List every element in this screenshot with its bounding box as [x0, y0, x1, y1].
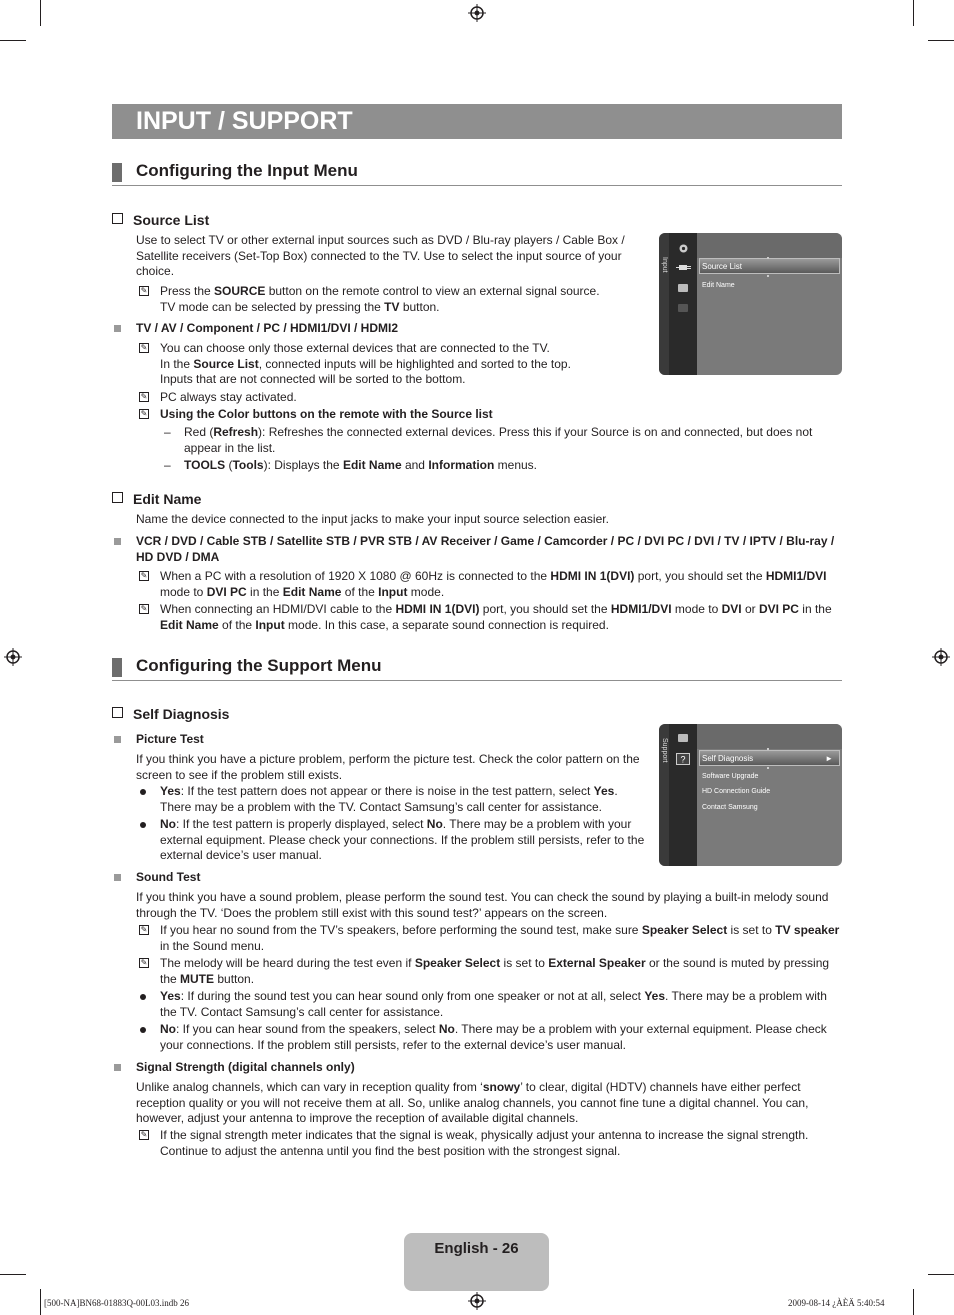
note-icon: ✎ — [140, 958, 148, 967]
square-bullet-icon — [114, 736, 121, 743]
section-title: Configuring the Support Menu — [136, 656, 382, 675]
dash-item-tools: – TOOLS (Tools): Displays the Edit Name and Information menus. — [164, 458, 538, 472]
sound-test-no: No: If you can hear sound from the speakers, select No. There may be a problem with your external equipment. Please check your connections. If the problem still persists, refer to the external device’s user manual. — [136, 1022, 842, 1053]
edit-name-list-item: VCR / DVD / Cable STB / Satellite STB / PVR STB / AV Receiver / Game / Camcorder / PC / DVI PC / DVI / TV / IPTV / Blu-ray / HD DVD / DMA — [114, 534, 842, 565]
svg-text:?: ? — [680, 754, 686, 765]
support-menu-icon — [678, 304, 688, 312]
crop-mark — [928, 40, 954, 41]
channel-menu-icon — [678, 734, 688, 742]
picture-test-yes: Yes: If the test pattern does not appear or there is noise in the test pattern, select Yes. There may be a problem with the TV. Contact Samsung’s call center for assistance. — [136, 784, 646, 815]
registration-mark-icon — [468, 4, 486, 22]
note-icon: ✎ — [140, 286, 148, 295]
checkbox-icon — [112, 492, 123, 503]
osd-menu-item: Edit Name — [702, 282, 735, 289]
note-melody: ✎ The melody will be heard during the test even if Speaker Select is set to External Speaker or the sound is muted by pressing the MUTE button. — [140, 956, 830, 986]
support-menu-screenshot — [659, 724, 842, 866]
signal-strength-description: Unlike analog channels, which can vary in reception quality from ‘snowy’ to clear, digital (HDTV) channels have either perfect reception quality or you will not receive them at all. So, unlike analog channels, you cannot fine tune a digital channel. You can, however, adjust your antenna to improve the reception of available digital channels. — [136, 1080, 809, 1125]
bullet-icon — [140, 789, 146, 795]
square-bullet-icon — [114, 1064, 121, 1071]
note-icon: ✎ — [140, 343, 148, 352]
osd-side-label: Support — [661, 738, 668, 763]
print-slug-right: 2009-08-14 ¿ÀÈÄ 5:40:54 — [788, 1298, 885, 1308]
square-bullet-icon — [114, 325, 121, 332]
note-signal-weak: ✎ If the signal strength meter indicates that the signal is weak, physically adjust your antenna to increase the signal strength. Continue to adjust the antenna until you find the best position with the strongest signal. — [140, 1128, 809, 1158]
osd-top-band — [697, 233, 842, 258]
help-question-icon — [676, 753, 690, 765]
osd-side-label: Input — [661, 257, 668, 273]
note-icon: ✎ — [140, 604, 148, 613]
note-pc-active: ✎ PC always stay activated. — [140, 390, 297, 404]
dash-item-refresh: – Red (Refresh): Refreshes the connected external devices. Press this if your Source is on and connected, but does not appear in the list. — [164, 425, 813, 455]
bullet-icon — [140, 1027, 146, 1033]
crop-mark — [928, 1274, 954, 1275]
checkbox-icon — [112, 707, 123, 718]
sound-test-description: If you think you have a sound problem, please perform the sound test. You can check the sound by playing a built-in melody sound through the TV. ‘Does the problem still exist with this sound test?’ appears on the screen. — [136, 890, 829, 920]
note-no-sound: ✎ If you hear no sound from the TV’s speakers, before performing the sound test, make sure Speaker Select is set to TV speaker in the Sound menu. — [140, 923, 840, 953]
edit-name-description: Name the device connected to the input jacks to make your input source selection easier. — [136, 512, 609, 526]
osd-tick — [767, 748, 769, 750]
input-menu-screenshot — [659, 233, 842, 375]
osd-icon-column — [669, 724, 697, 866]
note-source-button: ✎ Press the SOURCE button on the remote control to view an external signal source. TV mode can be selected by pressing the TV button. — [140, 284, 600, 314]
note-pc-resolution: ✎ When a PC with a resolution of 1920 X 1080 @ 60Hz is connected to the HDMI IN 1(DVI) port, you should set the HDMI1/DVI mode to DVI PC in the Edit Name of the Input mode. — [140, 569, 827, 599]
note-icon: ✎ — [140, 925, 148, 934]
osd-selected-item: Self Diagnosis ► — [699, 750, 840, 766]
osd-menu-item: Contact Samsung — [702, 804, 758, 811]
signal-strength-heading: Signal Strength (digital channels only) — [114, 1060, 842, 1076]
osd-tick — [767, 275, 769, 277]
note-hdmi-dvi: ✎ When connecting an HDMI/DVI cable to the HDMI IN 1(DVI) port, you should set the HDMI1/DVI mode to DVI or DVI PC in the Edit Name of the Input mode. In this case, a separate sound connection is required. — [140, 602, 832, 632]
square-bullet-icon — [114, 874, 121, 881]
picture-test-description: If you think you have a picture problem, perform the picture test. Check the color pattern on the screen to see if the problem still exists. — [136, 752, 640, 782]
square-bullet-icon — [114, 538, 121, 545]
note-connected-devices: ✎ You can choose only those external devices that are connected to the TV. In the Source List, connected inputs will be highlighted and sorted to the top. Inputs that are not connected will be sorted to the bottom. — [140, 341, 571, 386]
bullet-icon — [140, 822, 146, 828]
crop-mark — [913, 1289, 914, 1315]
osd-tick — [767, 767, 769, 769]
checkbox-icon — [112, 213, 123, 224]
section-heading-input — [112, 161, 842, 186]
arrow-right-icon: ► — [825, 754, 833, 763]
osd-menu-item: Software Upgrade — [702, 773, 759, 780]
osd-rail — [659, 233, 669, 375]
registration-mark-icon — [468, 1292, 486, 1310]
note-icon: ✎ — [140, 571, 148, 580]
crop-mark — [913, 0, 914, 26]
registration-mark-icon — [4, 648, 22, 666]
subheading-source-list: Source List — [112, 212, 209, 228]
osd-tick — [767, 257, 769, 259]
channel-menu-icon — [678, 284, 688, 292]
osd-top-band — [697, 724, 842, 749]
section-title: Configuring the Input Menu — [136, 161, 358, 180]
source-list-description: Use to select TV or other external input sources such as DVD / Blu-ray players / Cable Box / Satellite receivers (Set-Top Box) connected to the TV. Use to select the input source of your choice. — [136, 233, 625, 278]
osd-menu-item: HD Connection Guide — [702, 788, 771, 795]
sound-test-heading: Sound Test — [114, 870, 842, 886]
picture-test-heading: Picture Test — [114, 732, 842, 748]
note-color-buttons: ✎ Using the Color buttons on the remote with the Source list — [140, 407, 493, 421]
section-heading-support — [112, 656, 842, 681]
section-bar — [112, 163, 122, 182]
note-icon: ✎ — [140, 1130, 148, 1139]
note-icon: ✎ — [140, 392, 148, 401]
page-title: INPUT / SUPPORT — [112, 104, 842, 139]
crop-mark — [40, 0, 41, 26]
crop-mark — [0, 1274, 26, 1275]
input-list-item: TV / AV / Component / PC / HDMI1/DVI / HDMI2 — [114, 321, 842, 337]
bullet-icon — [140, 994, 146, 1000]
subheading-edit-name: Edit Name — [112, 491, 201, 507]
input-plug-icon — [676, 263, 691, 272]
crop-mark — [0, 40, 26, 41]
section-bar — [112, 658, 122, 677]
osd-selected-item: Source List — [699, 258, 840, 274]
note-icon: ✎ — [140, 409, 148, 418]
registration-mark-icon — [932, 648, 950, 666]
picture-menu-icon — [678, 243, 689, 254]
subheading-self-diagnosis: Self Diagnosis — [112, 706, 229, 722]
page-number: English - 26 — [434, 1240, 519, 1257]
crop-mark — [40, 1289, 41, 1315]
print-slug-left: [500-NA]BN68-01883Q-00L03.indb 26 — [44, 1298, 189, 1308]
sound-test-yes: Yes: If during the sound test you can hear sound only from one speaker or not at all, select Yes. There may be a problem with the TV. Contact Samsung’s call center for assistance. — [136, 989, 842, 1020]
picture-test-no: No: If the test pattern is properly displayed, select No. There may be a problem with your external equipment. Please check your connections. If the problem still persists, refer to the external device’s user manual. — [136, 817, 646, 864]
